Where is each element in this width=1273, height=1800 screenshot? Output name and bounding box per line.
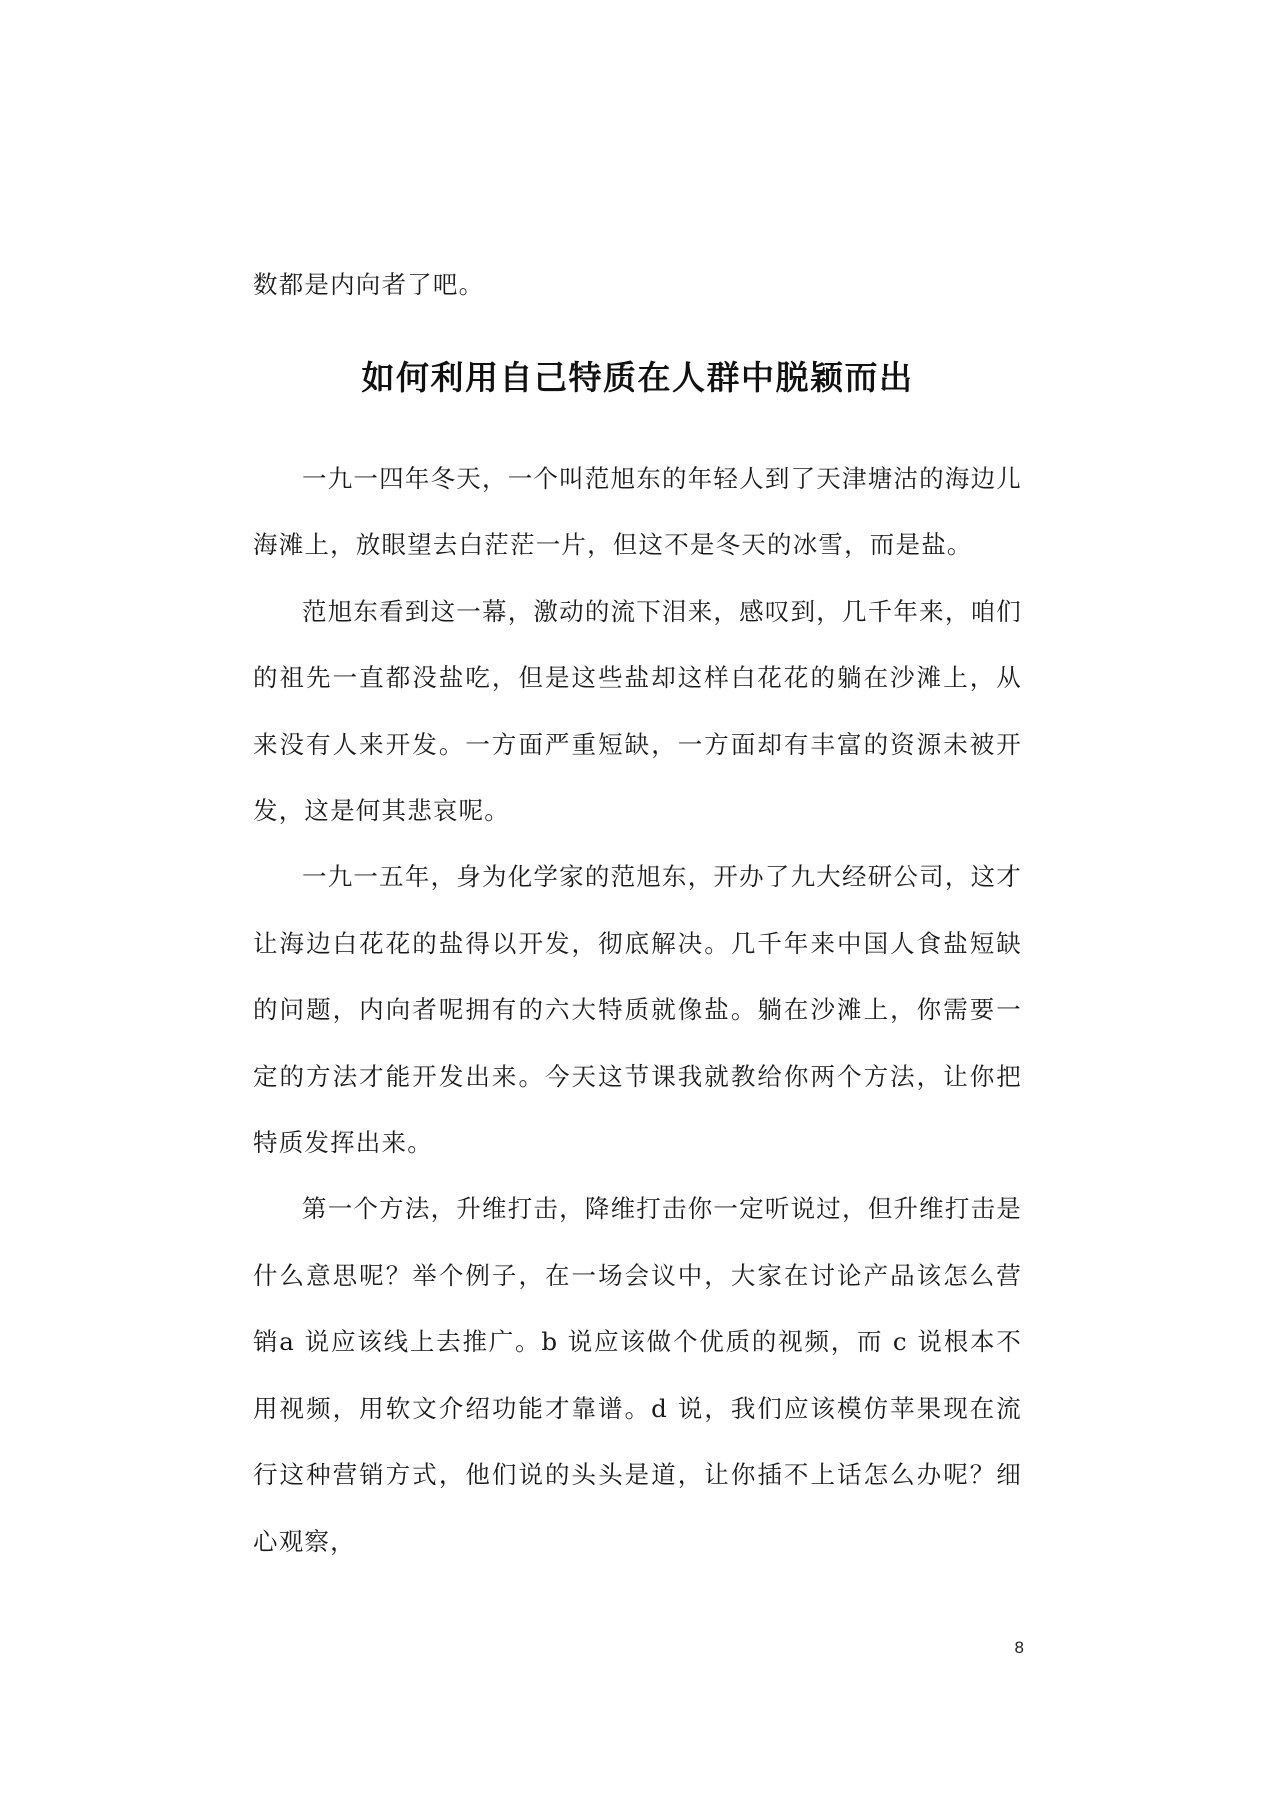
paragraph: 一九一五年，身为化学家的范旭东，开办了九大经研公司，这才让海边白花花的盐得以开发，彻底解决。几千年来中国人食盐短缺的问题，内向者呢拥有的六大特质就像盐。躺在沙滩上，你需要一定的方法才能开发出来。今天这节课我就教给你两个方法，让你把特质发挥出来。 — [253, 862, 1022, 1158]
page-number: 8 — [1014, 1638, 1024, 1657]
paragraph: 范旭东看到这一幕，激动的流下泪来，感叹到，几千年来，咱们的祖先一直都没盐吃，但是这些盐却这样白花花的躺在沙滩上，从来没有人来开发。一方面严重短缺，一方面却有丰富的资源未被开发，这是何其悲哀呢。 — [253, 596, 1022, 826]
body-text — [253, 446, 1022, 1575]
continuation-text: 数都是内向者了吧。 — [253, 270, 485, 299]
section-heading: 如何利用自己特质在人群中脱颖而出 — [361, 358, 914, 397]
paragraph: 第一个方法，升维打击，降维打击你一定听说过，但升维打击是什么意思呢？举个例子，在一场会议中，大家在讨论产品该怎么营销a 说应该线上去推广。b 说应该做个优质的视频，而 c 说根本不用视频，用软文介绍功能才靠谱。d 说，我们应该模仿苹果现在流行这种营销方式，他们说的头头是道，让你插不上话怎么办呢？细心观察， — [253, 1194, 1022, 1556]
paragraph: 一九一四年冬天，一个叫范旭东的年轻人到了天津塘沽的海边儿海滩上，放眼望去白茫茫一片，但这不是冬天的冰雪，而是盐。 — [253, 464, 1022, 560]
